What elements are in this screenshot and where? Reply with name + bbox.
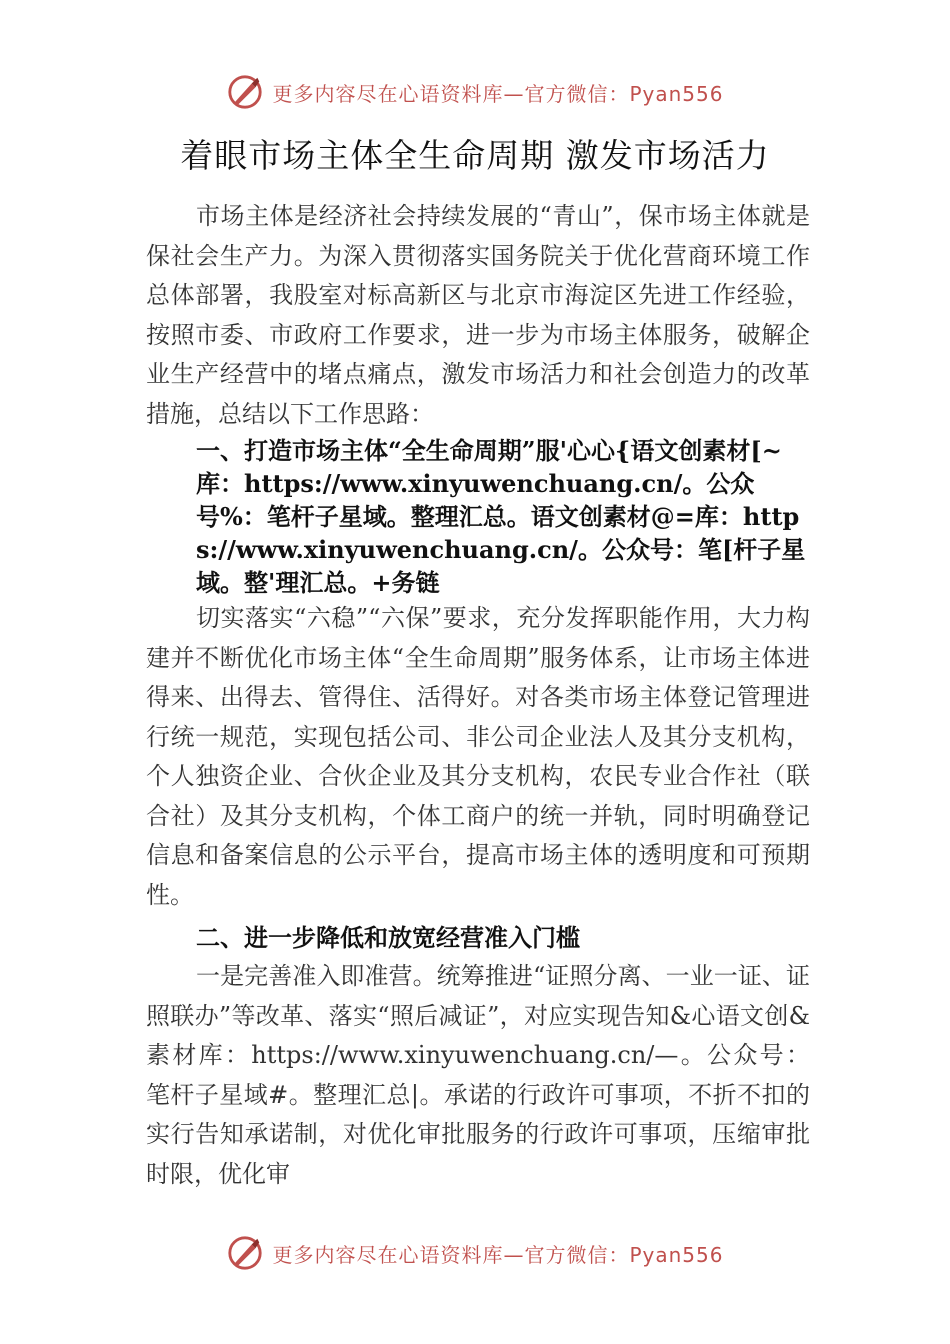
page-title: 着眼市场主体全生命周期 激发市场活力 [180, 136, 770, 175]
section-1-paragraph: 切实落实“六稳”“六保”要求，充分发挥职能作用，大力构建并不断优化市场主体“全生命周期”服务体系，让市场主体进得来、出得去、管得住、活得好。对各类市场主体登记管理进行统一规范，实现包括公司、非公司企业法人及其分支机构，个人独资企业、合伙企业及其分支机构，农民专业合作社（联合社）及其分支机构，个体工商户的统一并轨，同时明确登记信息和备案信息的公示平台，提高市场主体的透明度和可预期性。 [146, 604, 810, 909]
document-body [146, 197, 810, 1194]
pen-nib-logo-icon [226, 1234, 264, 1272]
section-2-paragraph: 一是完善准入即准营。统筹推进“证照分离、一业一证、证照联办”等改革、落实“照后减证”，对应实现告知&心语文创&素材库：https://www.xinyuwenchuang.cn/—。公众号：笔杆子星域#。整理汇总|。承诺的行政许可事项，不折不扣的实行告知承诺制，对优化审批服务的行政许可事项，压缩审批时限，优化审 [146, 962, 810, 1188]
intro-paragraph: 市场主体是经济社会持续发展的“青山”，保市场主体就是保社会生产力。为深入贯彻落实国务院关于优化营商环境工作总体部署，我股室对标高新区与北京市海淀区先进工作经验，按照市委、市政府工作要求，进一步为市场主体服务，破解企业生产经营中的堵点痛点，激发市场活力和社会创造力的改革措施，总结以下工作思路： [146, 202, 810, 428]
header-banner [0, 72, 950, 112]
section-heading-2: 二、进一步降低和放宽经营准入门槛 [196, 923, 580, 952]
footer-banner-text: 更多内容尽在心语资料库—官方微信：Pyan556 [272, 1242, 724, 1267]
section-heading-1: 一、打造市场主体“全生命周期”服'心心{语文创素材[~库：https://www.xinyuwenchuang.cn/。公众号%：笔杆子星域。整理汇总。语文创素材@=库：https://www.xinyuwenchuang.cn/。公众号：笔[杆子星域。整'理汇总。+务链 [196, 436, 806, 597]
pen-nib-logo-icon [226, 73, 264, 111]
footer-banner [0, 1233, 950, 1273]
header-banner-text: 更多内容尽在心语资料库—官方微信：Pyan556 [272, 81, 724, 106]
